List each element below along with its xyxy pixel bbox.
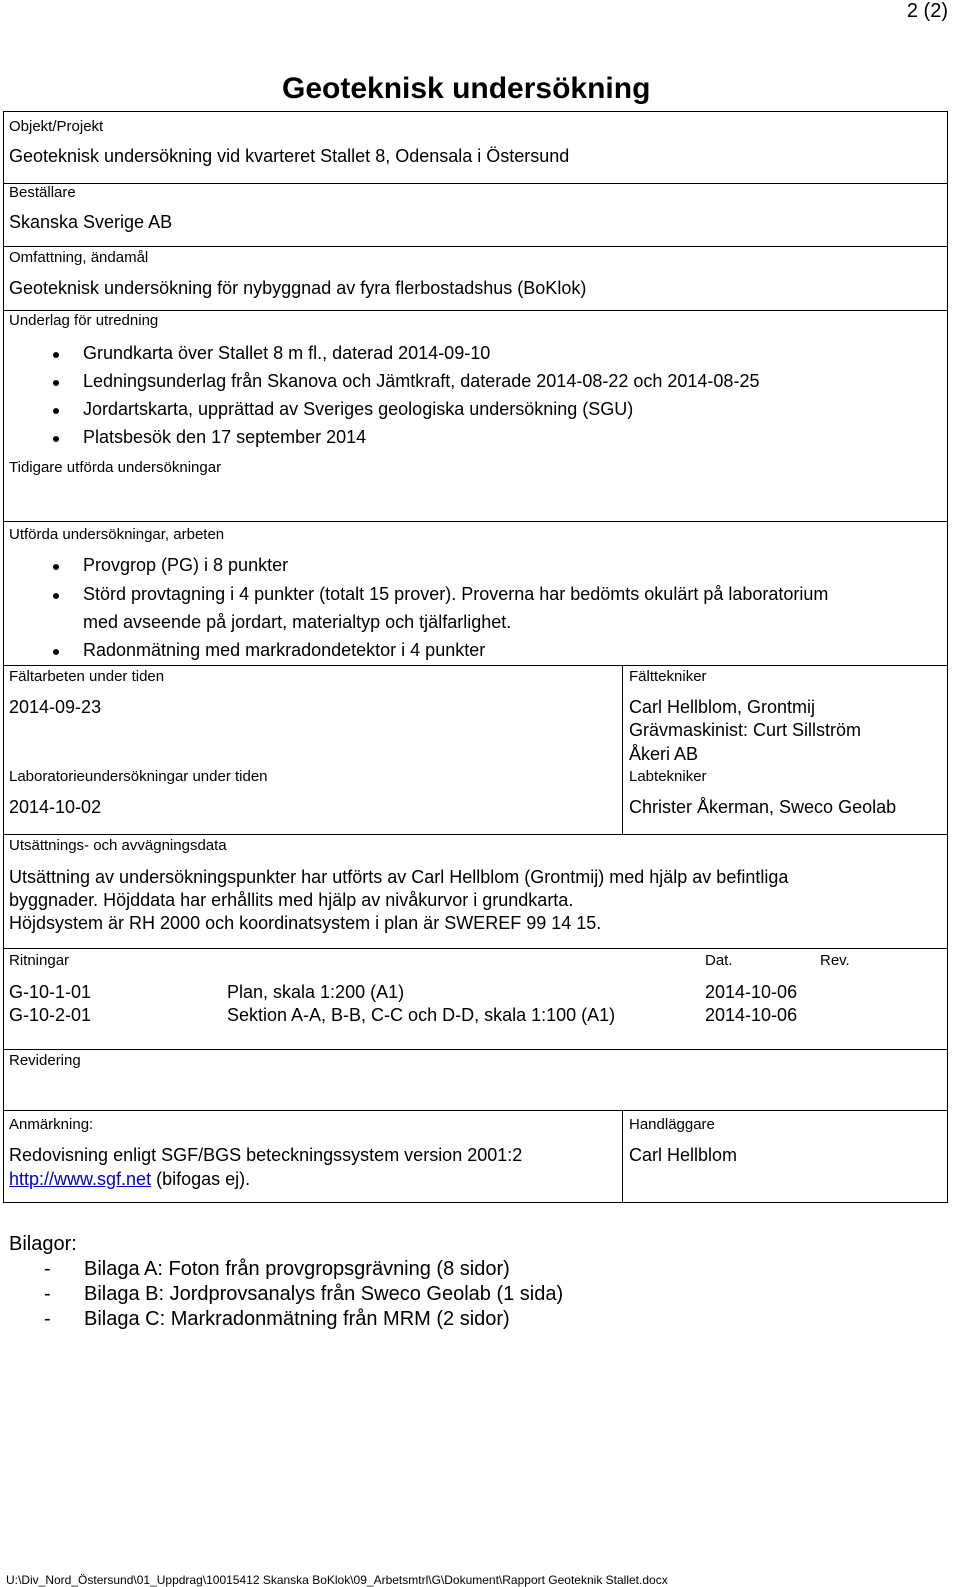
project-label: Objekt/Projekt [9, 118, 104, 135]
performed-item-continuation: med avseende på jordart, materialtyp och tjälfarlighet. [83, 612, 512, 632]
appendix-item: Bilaga C: Markradonmätning från MRM (2 sidor) [84, 1308, 510, 1330]
drawing-desc: Plan, skala 1:200 (A1) [227, 982, 405, 1002]
divider [3, 246, 948, 247]
project-value: Geoteknisk undersökning vid kvarteret Stallet 8, Odensala i Östersund [9, 146, 570, 166]
divider [3, 834, 948, 835]
performed-item: Radonmätning med markradondetektor i 4 punkter [83, 640, 486, 660]
drawing-date: 2014-10-06 [705, 982, 798, 1002]
divider [3, 310, 948, 311]
lab-tech-value: Christer Åkerman, Sweco Geolab [629, 797, 897, 817]
revision-label: Revidering [9, 1052, 81, 1069]
fieldwork-label: Fältarbeten under tiden [9, 668, 165, 685]
drawing-desc: Sektion A-A, B-B, C-C och D-D, skala 1:100 (A1) [227, 1005, 616, 1025]
basis-item: Platsbesök den 17 september 2014 [83, 427, 367, 447]
handler-label: Handläggare [629, 1116, 715, 1133]
field-tech-line: Carl Hellblom, Grontmij [629, 697, 816, 717]
drawings-rev-header: Rev. [820, 952, 850, 969]
lab-tech-label: Labtekniker [629, 768, 707, 785]
divider [3, 1049, 948, 1050]
basis-item: Grundkarta över Stallet 8 m fl., daterad 2014-09-10 [83, 343, 491, 363]
client-value: Skanska Sverige AB [9, 212, 173, 232]
field-tech-line: Grävmaskinist: Curt Sillström [629, 720, 862, 740]
performed-item: Störd provtagning i 4 punkter (totalt 15 prover). Proverna har bedömts okulärt på laboratorium [83, 584, 829, 604]
dash: - [44, 1308, 51, 1330]
page-number: 2 (2) [906, 0, 948, 22]
bullet-icon [53, 564, 59, 570]
dash: - [44, 1258, 51, 1280]
remark-suffix: (bifogas ej). [151, 1169, 251, 1189]
bullet-icon [53, 593, 59, 599]
scope-value: Geoteknisk undersökning för nybyggnad av fyra flerbostadshus (BoKlok) [9, 278, 587, 298]
performed-item: Provgrop (PG) i 8 punkter [83, 555, 289, 575]
bullet-icon [53, 436, 59, 442]
sgf-link[interactable]: http://www.sgf.net [9, 1169, 152, 1189]
setting-out-label: Utsättnings- och avvägningsdata [9, 837, 227, 854]
bullet-icon [53, 352, 59, 358]
dash: - [44, 1283, 51, 1305]
divider [3, 1110, 948, 1111]
setting-out-text: Höjdsystem är RH 2000 och koordinatsystem i plan är SWEREF 99 14 15. [9, 913, 602, 933]
appendix-item: Bilaga B: Jordprovsanalys från Sweco Geolab (1 sida) [84, 1283, 564, 1305]
footer-path: U:\Div_Nord_Östersund\01_Uppdrag\10015412 Skanska BoKlok\09_Arbetsmtrl\G\Dokument\Rapport Geoteknik Stallet.docx [6, 1573, 668, 1587]
column-divider [622, 665, 623, 834]
bullet-icon [53, 649, 59, 655]
lab-label: Laboratorieundersökningar under tiden [9, 768, 268, 785]
appendix-item: Bilaga A: Foton från provgropsgrävning (8 sidor) [84, 1258, 510, 1280]
setting-out-text: Utsättning av undersökningspunkter har utförts av Carl Hellblom (Grontmij) med hjälp av befintliga [9, 867, 789, 887]
remark-label: Anmärkning: [9, 1116, 94, 1133]
bullet-icon [53, 380, 59, 386]
divider [3, 183, 948, 184]
drawing-id: G-10-2-01 [9, 1005, 92, 1025]
lab-value: 2014-10-02 [9, 797, 102, 817]
handler-value: Carl Hellblom [629, 1145, 738, 1165]
appendices-label: Bilagor: [9, 1233, 77, 1255]
column-divider [622, 1110, 623, 1203]
remark-text [9, 1169, 250, 1190]
drawing-id: G-10-1-01 [9, 982, 92, 1002]
fieldwork-value: 2014-09-23 [9, 697, 102, 717]
divider [3, 665, 948, 666]
drawings-date-header: Dat. [705, 952, 733, 969]
setting-out-text: byggnader. Höjddata har erhållits med hjälp av nivåkurvor i grundkarta. [9, 890, 574, 910]
bullet-icon [53, 408, 59, 414]
remark-text: Redovisning enligt SGF/BGS beteckningssystem version 2001:2 [9, 1145, 523, 1165]
divider [3, 521, 948, 522]
basis-item: Jordartskarta, upprättad av Sveriges geologiska undersökning (SGU) [83, 399, 634, 419]
scope-label: Omfattning, ändamål [9, 249, 149, 266]
client-label: Beställare [9, 184, 76, 201]
basis-label: Underlag för utredning [9, 312, 159, 329]
drawing-date: 2014-10-06 [705, 1005, 798, 1025]
performed-label: Utförda undersökningar, arbeten [9, 526, 225, 543]
field-tech-label: Fälttekniker [629, 668, 707, 685]
page-title: Geoteknisk undersökning [282, 72, 651, 105]
drawings-label: Ritningar [9, 952, 70, 969]
previous-label: Tidigare utförda undersökningar [9, 459, 222, 476]
divider [3, 948, 948, 949]
basis-item: Ledningsunderlag från Skanova och Jämtkraft, daterade 2014-08-22 och 2014-08-25 [83, 371, 760, 391]
field-tech-line: Åkeri AB [629, 744, 699, 764]
